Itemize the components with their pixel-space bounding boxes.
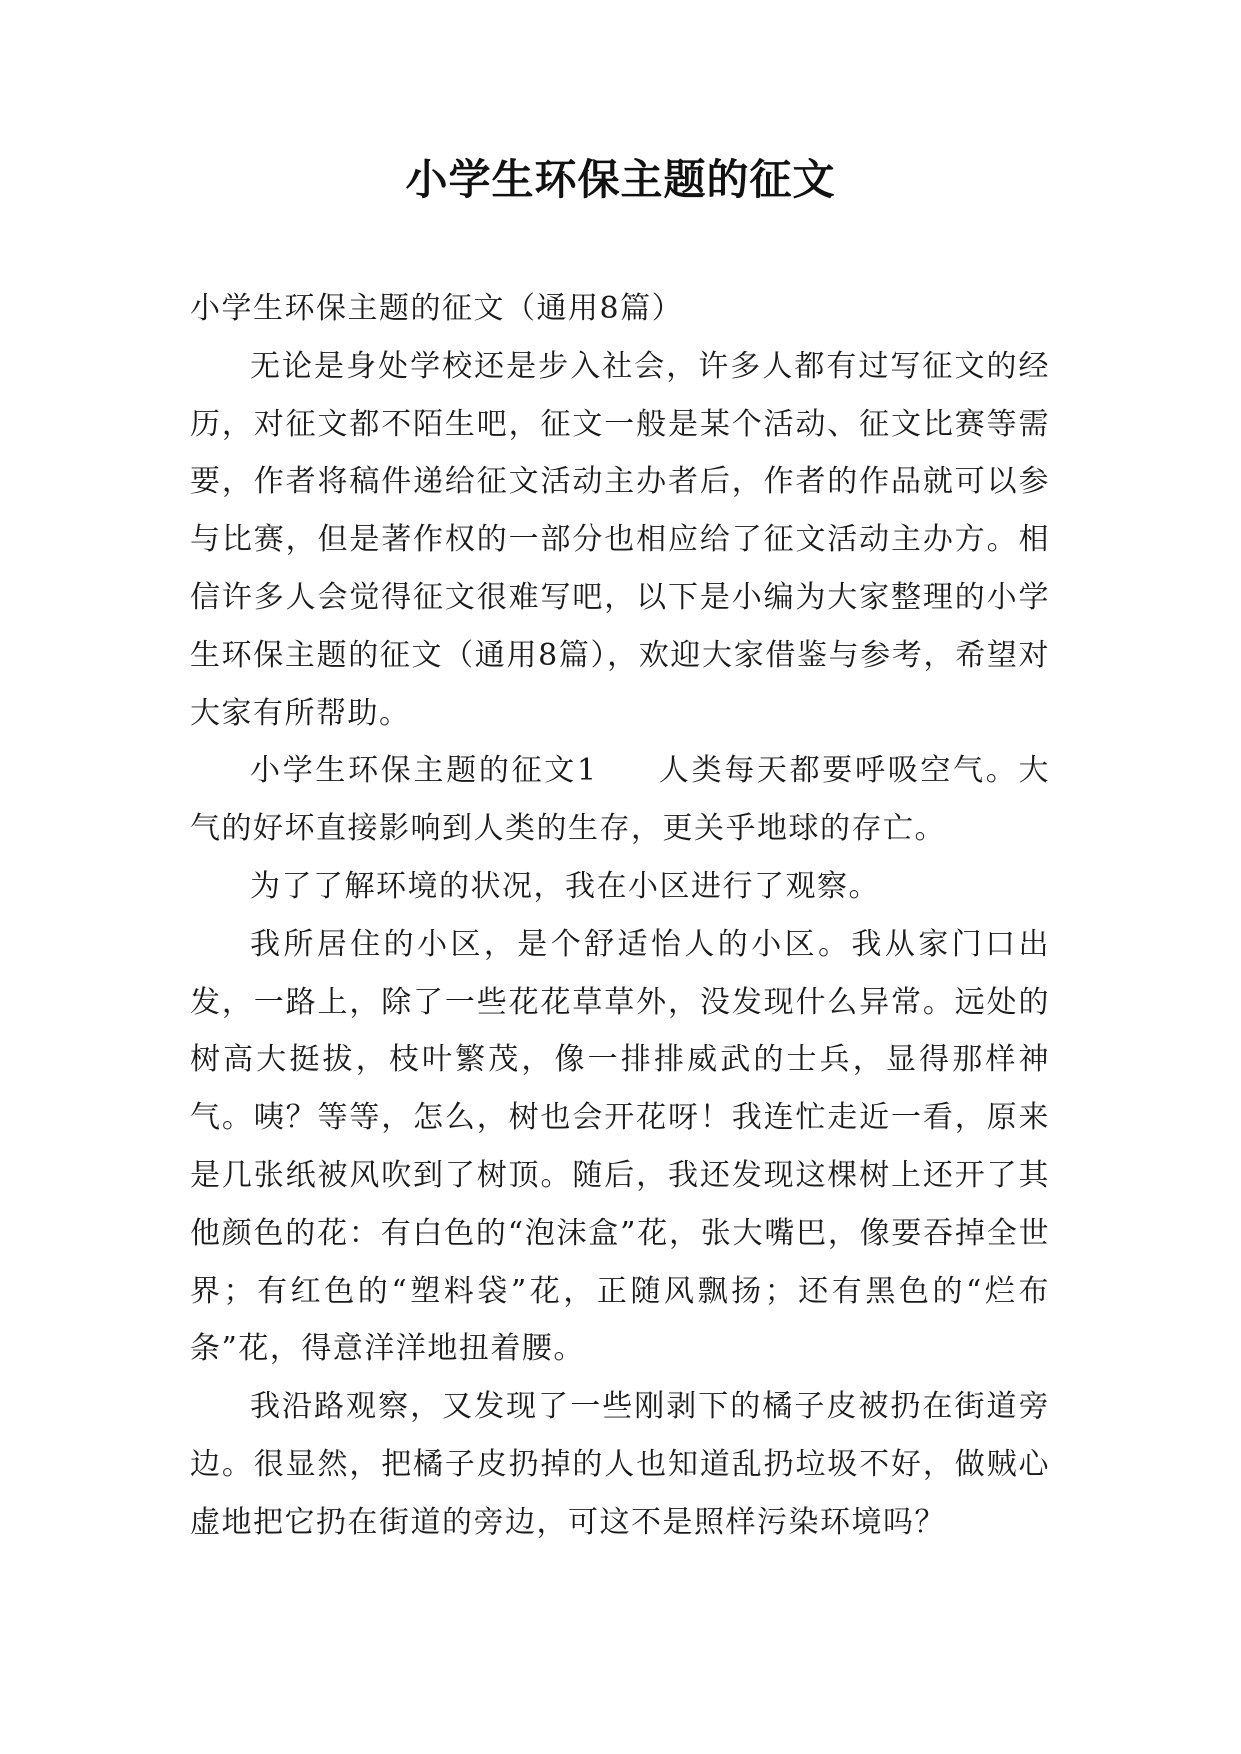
document-subtitle: 小学生环保主题的征文（通用8篇） [190, 291, 684, 326]
orange-peel-paragraph: 我沿路观察，又发现了一些刚剥下的橘子皮被扔在街道旁边。很显然，把橘子皮扔掉的人也知道乱扔垃圾不好，做贼心虚地把它扔在街道的旁边，可这不是照样污染环境吗？ [190, 1389, 1050, 1540]
section-1-paragraph [190, 742, 1050, 858]
neighborhood-paragraph: 我所居住的小区，是个舒适怡人的小区。我从家门口出发，一路上，除了一些花花草草外，没发现什么异常。远处的树高大挺拔，枝叶繁茂，像一排排威武的士兵，显得那样神气。咦？等等，怎么，树也会开花呀！我连忙走近一看，原来是几张纸被风吹到了树顶。随后，我还发现这棵树上还开了其他颜色的花：有白色的“泡沫盒”花，张大嘴巴，像要吞掉全世界；有红色的“塑料袋”花，正随风飘扬；还有黑色的“烂布条”花，得意洋洋地扭着腰。 [190, 926, 1050, 1367]
document-title: 小学生环保主题的征文 [405, 155, 836, 204]
intro-paragraph: 无论是身处学校还是步入社会，许多人都有过写征文的经历，对征文都不陌生吧，征文一般是某个活动、征文比赛等需要，作者将稿件递给征文活动主办者后，作者的作品就可以参与比赛，但是著作权的一部分也相应给了征文活动主办方。相信许多人会觉得征文很难写吧，以下是小编为大家整理的小学生环保主题的征文（通用8篇），欢迎大家借鉴与参考，希望对大家有所帮助。 [190, 348, 1050, 731]
observation-paragraph: 为了了解环境的状况，我在小区进行了观察。 [250, 868, 880, 904]
section-1-heading: 小学生环保主题的征文1 [250, 753, 598, 789]
document-body [190, 280, 1050, 1552]
section-1-text: 人类每天都要呼吸空气。大气的好坏直接影响到人类的生存，更关乎地球的存亡。 [190, 753, 1050, 847]
